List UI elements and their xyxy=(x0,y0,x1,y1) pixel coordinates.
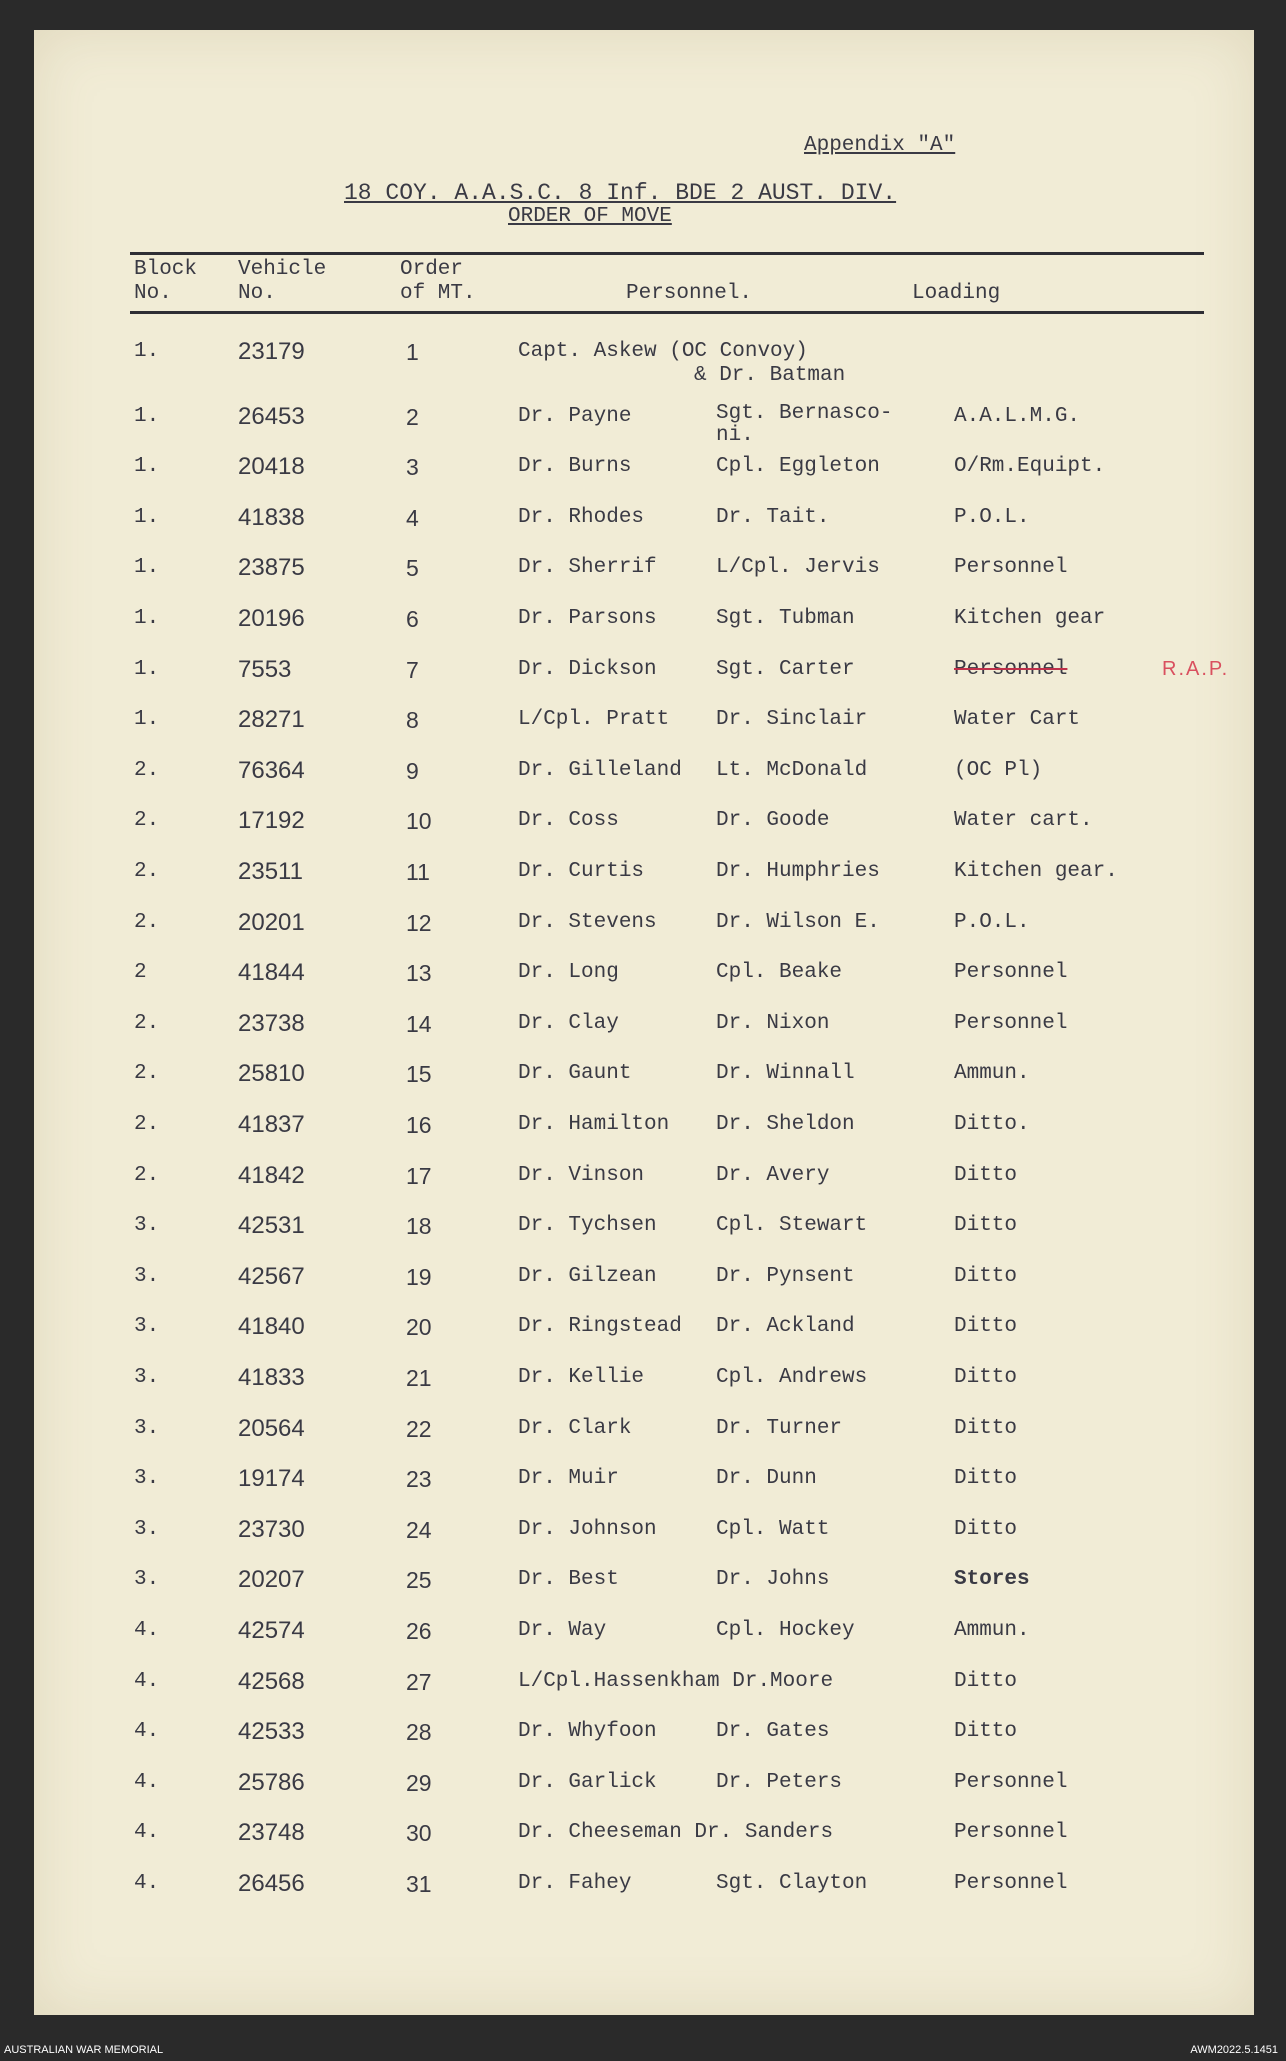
cell-p2: Dr. Turner xyxy=(716,1416,843,1440)
table-row xyxy=(34,908,1254,951)
cell-block: 3. xyxy=(134,1568,160,1592)
table-row xyxy=(34,708,1254,748)
cell-p1: Dr. Muir xyxy=(518,1467,619,1491)
cell-p2: Dr. Ackland xyxy=(716,1315,855,1339)
cell-block: 2. xyxy=(134,1163,160,1187)
cell-loading: Ditto xyxy=(954,1264,1018,1288)
cell-loading: Ditto xyxy=(954,1720,1018,1744)
cell-loading: (OC Pl) xyxy=(954,758,1043,782)
cell-loading: Ammun. xyxy=(954,1619,1030,1642)
cell-p2: Dr. Gates xyxy=(716,1720,830,1744)
cell-order: 7 xyxy=(406,656,419,683)
cell-order: 4 xyxy=(406,504,419,531)
table-row xyxy=(34,1161,1254,1204)
cell-p2: Sgt. Clayton xyxy=(716,1872,868,1895)
cell-vehicle: 17192 xyxy=(238,807,305,835)
cell-loading: Personnel xyxy=(954,1821,1068,1845)
cell-block: 4. xyxy=(134,1720,160,1744)
cell-block: 2. xyxy=(134,1062,160,1086)
cell-order: 8 xyxy=(406,707,419,734)
cell-vehicle: 41844 xyxy=(238,959,305,987)
cell-vehicle: 25786 xyxy=(238,1768,305,1796)
table-row xyxy=(34,455,1254,495)
cell-p2: Dr. Pynsent xyxy=(716,1264,855,1288)
cell-p1: Dr. Gilleland xyxy=(518,758,682,782)
table-row xyxy=(34,1214,1254,1254)
cell-block: 4. xyxy=(134,1821,160,1845)
cell-vehicle: 23738 xyxy=(238,1009,305,1037)
cell-order: 20 xyxy=(406,1314,432,1341)
table-row xyxy=(34,1366,1254,1406)
cell-p2: Cpl. Eggleton xyxy=(716,455,880,479)
table-row xyxy=(34,1720,1254,1760)
cell-p1: Dr. Parsons xyxy=(518,607,657,630)
cell-block: 2. xyxy=(134,860,160,883)
cell-p2: Dr. Goode xyxy=(716,809,830,833)
cell-p2: Dr. Peters xyxy=(716,1770,843,1794)
cell-vehicle: 42567 xyxy=(238,1262,305,1290)
cell-order: 15 xyxy=(406,1061,432,1088)
document-subtitle: ORDER OF MOVE xyxy=(508,205,672,228)
cell-vehicle: 7553 xyxy=(238,655,292,683)
cell-p2: Dr. Johns xyxy=(716,1568,830,1592)
cell-loading: O/Rm.Equipt. xyxy=(954,455,1106,479)
cell-p2: Dr. Tait. xyxy=(716,505,830,529)
cell-p1: Dr. Gilzean xyxy=(518,1264,657,1288)
cell-block: 3. xyxy=(134,1214,160,1238)
cell-order: 24 xyxy=(406,1516,432,1543)
cell-order: 18 xyxy=(406,1213,432,1240)
cell-loading: Personnel xyxy=(954,1011,1068,1035)
cell-p1: Dr. Fahey xyxy=(518,1872,632,1895)
table-row xyxy=(34,1667,1254,1710)
cell-p1: Dr. Vinson xyxy=(518,1163,645,1187)
cell-vehicle: 42574 xyxy=(238,1617,305,1644)
cell-block: 2. xyxy=(134,809,160,833)
table-row xyxy=(34,1315,1254,1355)
cell-block: 4. xyxy=(134,1669,160,1693)
cell-p2: L/Cpl. Jervis xyxy=(716,556,880,580)
cell-loading: Ditto xyxy=(954,1214,1018,1238)
cell-order: 3 xyxy=(406,454,419,481)
cell-p2: Cpl. Watt xyxy=(716,1517,830,1541)
table-row xyxy=(34,756,1254,799)
rap-stamp: R.A.P. xyxy=(1162,657,1230,680)
cell-vehicle: 41833 xyxy=(238,1364,305,1391)
cell-vehicle: 28271 xyxy=(238,706,305,734)
cell-loading: Personnel xyxy=(954,556,1068,580)
cell-p2: Cpl. Beake xyxy=(716,961,843,985)
document-title: 18 COY. A.A.S.C. 8 Inf. BDE 2 AUST. DIV. xyxy=(344,180,897,206)
cell-vehicle: 19174 xyxy=(238,1465,305,1493)
cell-p1: L/Cpl.Hassenkham Dr.Moore xyxy=(518,1669,834,1693)
footer-right-reference: AWM2022.5.1451 xyxy=(1190,2044,1278,2056)
cell-p1: Capt. Askew (OC Convoy) xyxy=(518,340,808,363)
cell-p1: Dr. Burns xyxy=(518,455,632,479)
cell-p1: Dr. Way xyxy=(518,1619,607,1642)
cell-p2: Dr. Nixon xyxy=(716,1011,830,1035)
cell-p2: Dr. Avery xyxy=(716,1163,830,1187)
cell-loading: Ditto xyxy=(954,1517,1018,1541)
cell-loading: Ditto xyxy=(954,1467,1018,1491)
cell-p1: Dr. Ringstead xyxy=(518,1315,682,1339)
cell-vehicle: 41837 xyxy=(238,1111,305,1138)
cell-order: 22 xyxy=(406,1415,432,1442)
cell-order: 31 xyxy=(406,1871,432,1897)
cell-p1: Dr. Cheeseman Dr. Sanders xyxy=(518,1821,834,1845)
table-row xyxy=(34,1414,1254,1457)
table-row xyxy=(34,1568,1254,1608)
table-row xyxy=(34,1113,1254,1153)
cell-vehicle: 23179 xyxy=(238,338,305,365)
cell-vehicle: 25810 xyxy=(238,1060,305,1088)
cell-block: 3. xyxy=(134,1315,160,1339)
cell-vehicle: 20196 xyxy=(238,605,305,632)
table-row xyxy=(34,1768,1254,1811)
table-row xyxy=(34,556,1254,596)
cell-block: 2. xyxy=(134,1113,160,1136)
table-row xyxy=(34,503,1254,546)
cell-vehicle: 23730 xyxy=(238,1515,305,1543)
table-row xyxy=(34,1821,1254,1861)
table-row xyxy=(34,1262,1254,1305)
cell-vehicle: 20201 xyxy=(238,908,305,936)
table-row xyxy=(34,401,1254,447)
cell-p2: Dr. Sheldon xyxy=(716,1113,855,1136)
cell-order: 23 xyxy=(406,1466,432,1493)
header-top-rule xyxy=(130,252,1204,255)
cell-order: 10 xyxy=(406,808,432,835)
cell-p2: Cpl. Andrews xyxy=(716,1366,868,1389)
cell-p2: Dr. Humphries xyxy=(716,860,880,883)
cell-block: 3. xyxy=(134,1467,160,1491)
cell-vehicle: 23875 xyxy=(238,554,305,582)
cell-p1: Dr. Curtis xyxy=(518,860,645,883)
cell-p1: Dr. Johnson xyxy=(518,1517,657,1541)
cell-loading: Ditto xyxy=(954,1366,1018,1389)
cell-p1: Dr. Sherrif xyxy=(518,556,657,580)
cell-block: 3. xyxy=(134,1366,160,1389)
cell-order: 29 xyxy=(406,1769,432,1796)
header-order: Order of MT. xyxy=(400,258,476,305)
cell-block: 2. xyxy=(134,1011,160,1035)
cell-vehicle: 20564 xyxy=(238,1414,305,1442)
cell-vehicle: 23748 xyxy=(238,1819,305,1847)
cell-loading: Ditto. xyxy=(954,1113,1030,1136)
cell-p2: Dr. Sinclair xyxy=(716,708,868,732)
header-personnel: Personnel. xyxy=(626,282,753,305)
cell-block: 1. xyxy=(134,340,160,363)
cell-order: 13 xyxy=(406,960,432,987)
cell-loading: P.O.L. xyxy=(954,505,1030,529)
cell-p1: Dr. Garlick xyxy=(518,1770,657,1794)
footer-left-credit: AUSTRALIAN WAR MEMORIAL xyxy=(4,2044,164,2056)
cell-extra: & Dr. Batman xyxy=(694,364,846,387)
table-row xyxy=(34,338,1254,387)
cell-p1: Dr. Best xyxy=(518,1568,619,1592)
cell-loading: Ammun. xyxy=(954,1062,1030,1086)
cell-block: 3. xyxy=(134,1517,160,1541)
table-row xyxy=(34,1872,1254,1912)
cell-order: 14 xyxy=(406,1010,432,1037)
cell-vehicle: 26456 xyxy=(238,1870,305,1897)
cell-order: 2 xyxy=(406,403,419,430)
cell-block: 4. xyxy=(134,1872,160,1895)
cell-block: 3. xyxy=(134,1416,160,1440)
cell-p2: Dr. Wilson E. xyxy=(716,910,880,934)
header-bottom-rule xyxy=(130,311,1204,314)
cell-p1: Dr. Rhodes xyxy=(518,505,645,529)
cell-order: 12 xyxy=(406,909,432,936)
cell-order: 28 xyxy=(406,1719,432,1746)
cell-vehicle: 76364 xyxy=(238,756,305,784)
cell-order: 26 xyxy=(406,1618,432,1644)
cell-vehicle: 42568 xyxy=(238,1667,305,1695)
cell-p2: Dr. Winnall xyxy=(716,1062,855,1086)
cell-vehicle: 41842 xyxy=(238,1161,305,1189)
table-row xyxy=(34,961,1254,1001)
table-row xyxy=(34,860,1254,900)
stamp-wrapper xyxy=(1144,658,1229,682)
cell-vehicle: 42533 xyxy=(238,1718,305,1746)
cell-p1: Dr. Long xyxy=(518,961,619,985)
cell-loading: Personnel xyxy=(954,1872,1068,1895)
document-page xyxy=(34,30,1254,2015)
cell-loading: Water Cart xyxy=(954,708,1081,732)
cell-loading: Stores xyxy=(954,1568,1030,1592)
cell-block: 4. xyxy=(134,1770,160,1794)
cell-loading: Ditto xyxy=(954,1669,1018,1693)
cell-vehicle: 41840 xyxy=(238,1313,305,1341)
cell-p1: Dr. Payne xyxy=(518,404,632,428)
cell-p1: Dr. Whyfoon xyxy=(518,1720,657,1744)
cell-loading: Ditto xyxy=(954,1163,1018,1187)
table-row xyxy=(34,1619,1254,1659)
cell-block: 1. xyxy=(134,455,160,479)
cell-p1: Dr. Tychsen xyxy=(518,1214,657,1238)
cell-block: 1. xyxy=(134,657,160,681)
cell-p2: Lt. McDonald xyxy=(716,758,868,782)
header-loading: Loading xyxy=(912,282,1001,305)
cell-order: 27 xyxy=(406,1668,432,1695)
cell-loading: Kitchen gear. xyxy=(954,860,1118,883)
cell-vehicle: 26453 xyxy=(238,402,305,430)
cell-p2: Cpl. Hockey xyxy=(716,1619,855,1642)
cell-vehicle: 23511 xyxy=(238,858,303,885)
cell-block: 2. xyxy=(134,910,160,934)
appendix-label: Appendix "A" xyxy=(804,134,956,157)
cell-loading: Ditto xyxy=(954,1416,1018,1440)
table-row xyxy=(34,1062,1254,1102)
cell-order: 1 xyxy=(406,339,419,365)
table-row xyxy=(34,1009,1254,1052)
cell-p1: Dr. Kellie xyxy=(518,1366,645,1389)
cell-block: 1. xyxy=(134,607,160,630)
cell-loading: P.O.L. xyxy=(954,910,1030,934)
table-row xyxy=(34,1467,1254,1507)
cell-block: 2 xyxy=(134,961,147,985)
cell-vehicle: 20207 xyxy=(238,1566,305,1594)
cell-block: 1. xyxy=(134,708,160,732)
cell-loading: Personnel xyxy=(954,961,1068,985)
cell-p2: Dr. Dunn xyxy=(716,1467,817,1491)
cell-p1: L/Cpl. Pratt xyxy=(518,708,670,732)
cell-loading: Kitchen gear xyxy=(954,607,1106,630)
table-row xyxy=(34,607,1254,647)
cell-loading: Water cart. xyxy=(954,809,1093,833)
cell-order: 19 xyxy=(406,1263,432,1290)
cell-order: 25 xyxy=(406,1567,432,1594)
cell-order: 30 xyxy=(406,1820,432,1847)
table-row xyxy=(34,809,1254,849)
cell-p1: Dr. Coss xyxy=(518,809,619,833)
cell-loading: A.A.L.M.G. xyxy=(954,404,1081,428)
cell-order: 16 xyxy=(406,1112,432,1138)
cell-p2: Sgt. Bernasco- ni. xyxy=(716,401,893,447)
table-row xyxy=(34,1515,1254,1558)
cell-loading: Personnel xyxy=(954,657,1068,681)
table-row xyxy=(34,655,1254,698)
cell-loading: Ditto xyxy=(954,1315,1018,1339)
cell-block: 1. xyxy=(134,404,160,428)
cell-block: 2. xyxy=(134,758,160,782)
cell-order: 21 xyxy=(406,1365,432,1391)
cell-loading: Personnel xyxy=(954,1770,1068,1794)
cell-vehicle: 20418 xyxy=(238,453,305,481)
cell-p2: Sgt. Tubman xyxy=(716,607,855,630)
cell-order: 5 xyxy=(406,555,419,582)
cell-order: 9 xyxy=(406,757,419,784)
cell-vehicle: 41838 xyxy=(238,503,305,531)
cell-p1: Dr. Hamilton xyxy=(518,1113,670,1136)
cell-p2: Cpl. Stewart xyxy=(716,1214,868,1238)
header-vehicle: Vehicle No. xyxy=(238,258,327,305)
cell-block: 1. xyxy=(134,556,160,580)
cell-p1: Dr. Gaunt xyxy=(518,1062,632,1086)
cell-vehicle: 42531 xyxy=(238,1212,305,1240)
cell-block: 4. xyxy=(134,1619,160,1642)
cell-order: 11 xyxy=(406,859,430,885)
cell-p2: Sgt. Carter xyxy=(716,657,855,681)
cell-block: 3. xyxy=(134,1264,160,1288)
cell-order: 17 xyxy=(406,1162,432,1189)
cell-p1: Dr. Stevens xyxy=(518,910,657,934)
cell-p1: Dr. Clay xyxy=(518,1011,619,1035)
header-block: Block No. xyxy=(134,258,198,305)
cell-order: 6 xyxy=(406,606,419,632)
cell-block: 1. xyxy=(134,505,160,529)
cell-p1: Dr. Clark xyxy=(518,1416,632,1440)
cell-p1: Dr. Dickson xyxy=(518,657,657,681)
